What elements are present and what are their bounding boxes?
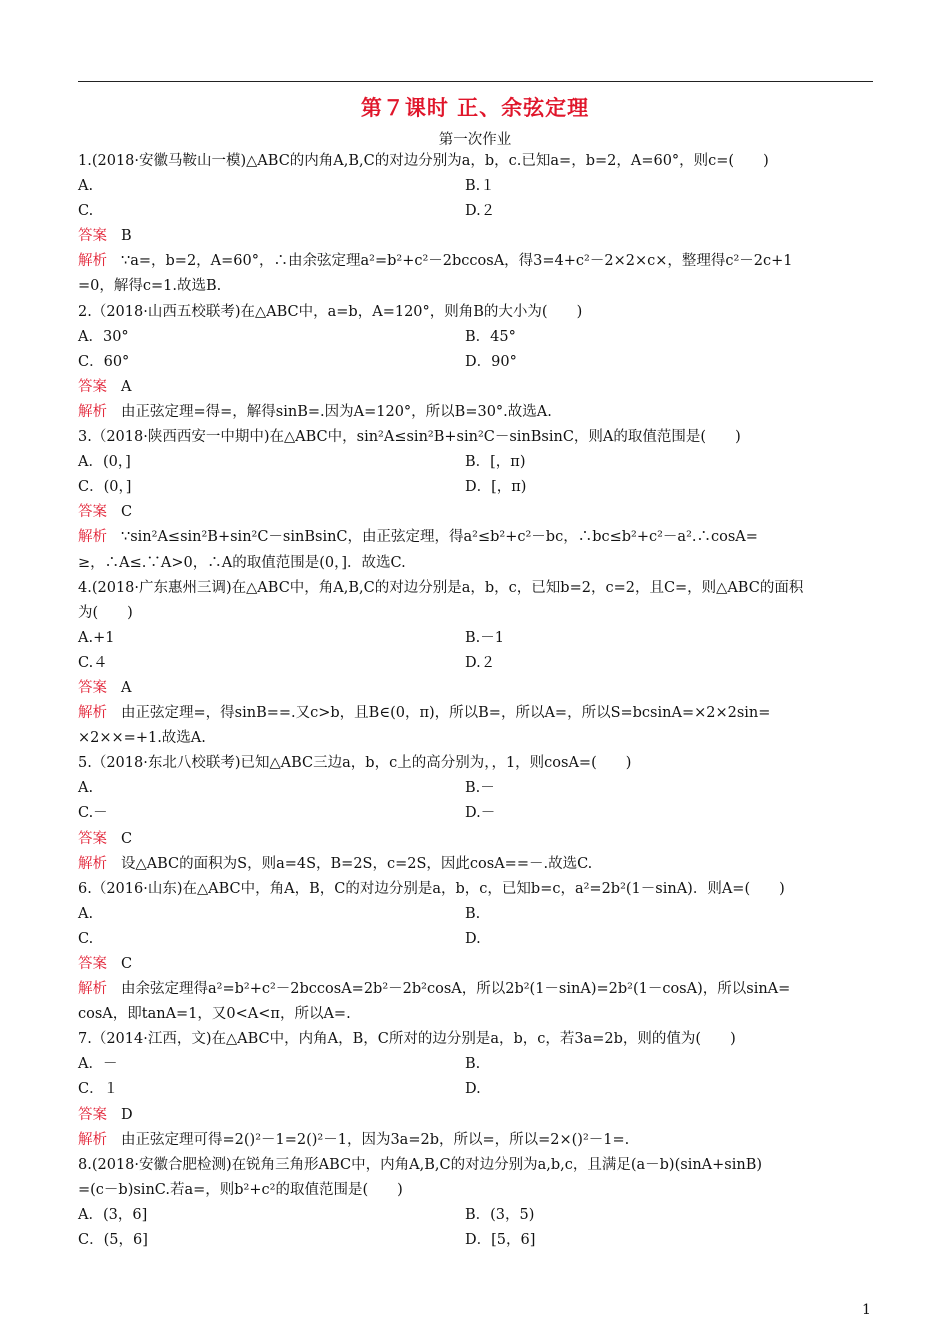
question-stem-continuation: =(c－b)sinC.若a=，则b²+c²的取值范围是( )	[78, 1181, 403, 1198]
option-d: D.２	[465, 203, 496, 220]
page-title: 第７课时 正、余弦定理	[360, 96, 590, 120]
answer-value: A	[121, 378, 132, 395]
page-number: 1	[862, 1302, 871, 1318]
option-a: A．(0，]	[78, 454, 131, 471]
option-c: C.４	[78, 654, 108, 671]
question-stem: 1.(2018·安徽马鞍山一模)△ABC的内角A,B,C的对边分别为a，b，c.已知a=，b=2，A=60°，则c=( )	[78, 153, 769, 169]
option-row	[78, 325, 873, 350]
analysis-text: 设△ABC的面积为S，则a=4S，B=2S，c=2S，因此cosA==－.故选C.	[121, 855, 593, 872]
question-list	[78, 149, 873, 1253]
analysis-text: 由正弦定理=，得sinB==.又c>b，且B∈(0，π)，所以B=，所以A=，所以S=bcsinA=×2×2sin=	[121, 705, 771, 722]
answer-line	[78, 952, 873, 977]
option-b: B.	[465, 905, 481, 922]
question-stem: 2.（2018·山西五校联考)在△ABC中，a=b，A=120°，则角B的大小为( )	[78, 303, 583, 320]
option-d: D.２	[465, 654, 496, 671]
option-d: D．[5，6]	[465, 1232, 536, 1249]
analysis-line	[78, 249, 873, 274]
answer-tag: 答案	[78, 504, 107, 521]
analysis-continuation: cosA，即tanA=1，又0<A<π，所以A=.	[78, 1006, 351, 1023]
analysis-tag: 解析	[78, 981, 107, 998]
analysis-text: ∵a=，b=2，A=60°，∴由余弦定理a²=b²+c²－2bccosA，得3=4+c²－2×2×c×，整理得c²－2c+1	[121, 253, 793, 270]
answer-tag: 答案	[78, 378, 107, 395]
option-row	[78, 1052, 873, 1077]
answer-tag: 答案	[78, 228, 107, 245]
analysis-tag: 解析	[78, 403, 107, 420]
option-a: A.+1	[78, 629, 115, 646]
option-c: C．60°	[78, 353, 130, 370]
answer-tag: 答案	[78, 679, 107, 696]
analysis-text: ∵sin²A≤sin²B+sin²C－sinBsinC，由正弦定理，得a²≤b²+c²－bc，∴bc≤b²+c²－a².∴cosA=	[121, 529, 758, 546]
option-b: B.	[465, 1056, 481, 1073]
option-d: D.	[465, 1081, 481, 1098]
answer-value: D	[121, 1106, 133, 1123]
option-row	[78, 651, 873, 676]
question-stem: 3.（2018·陕西西安一中期中)在△ABC中，sin²A≤sin²B+sin²C－sinBsinC，则A的取值范围是( )	[78, 429, 741, 446]
analysis-line	[78, 525, 873, 550]
answer-value: A	[121, 679, 132, 696]
option-c: C.－	[78, 805, 108, 822]
option-b: B.－	[465, 780, 495, 797]
option-row	[78, 450, 873, 475]
analysis-line	[78, 400, 873, 425]
answer-value: B	[121, 228, 132, 245]
option-c: C．(5，6]	[78, 1232, 148, 1249]
option-b: B．(3，5)	[465, 1206, 535, 1223]
analysis-continuation: ×2××=+1.故选A.	[78, 730, 206, 747]
option-a: A．－	[78, 1056, 118, 1073]
option-row	[78, 174, 873, 199]
option-a: A.	[78, 780, 94, 797]
question-stem-continuation: 为( )	[78, 604, 133, 621]
analysis-tag: 解析	[78, 1131, 107, 1148]
option-b: B．45°	[465, 328, 516, 345]
option-c: C.	[78, 203, 94, 220]
option-row	[78, 776, 873, 801]
answer-line	[78, 224, 873, 249]
answer-value: C	[121, 956, 133, 972]
option-row	[78, 927, 873, 952]
option-row	[78, 1077, 873, 1102]
answer-value: C	[121, 830, 133, 847]
page-subtitle: 第一次作业	[438, 132, 512, 148]
analysis-line	[78, 852, 873, 877]
answer-line	[78, 500, 873, 525]
option-row	[78, 1228, 873, 1253]
question-stem: 5.（2018·东北八校联考)已知△ABC三边a，b，c上的高分别为，，1，则cosA=( )	[78, 755, 632, 772]
question-stem: 8.(2018·安徽合肥检测)在锐角三角形ABC中，内角A,B,C的对边分别为a,b,c，且满足(a－b)(sinA+sinB)	[78, 1156, 763, 1173]
answer-tag: 答案	[78, 1106, 107, 1123]
analysis-text: 由正弦定理=得=，解得sinB=.因为A=120°，所以B=30°.故选A.	[121, 403, 552, 420]
option-a: A.	[78, 178, 94, 195]
analysis-text: 由余弦定理得a²=b²+c²－2bccosA=2b²－2b²cosA，所以2b²(1－sinA)=2b²(1－cosA)，所以sinA=	[121, 981, 791, 998]
option-c: C．(0，]	[78, 479, 132, 496]
answer-line	[78, 676, 873, 701]
analysis-continuation: =0，解得c=1.故选B.	[78, 278, 222, 295]
option-row	[78, 902, 873, 927]
analysis-text: 由正弦定理可得=2()²－1=2()²－1，因为3a=2b，所以=，所以=2×()²－1=.	[121, 1131, 630, 1148]
option-a: A.	[78, 905, 94, 922]
answer-line	[78, 827, 873, 852]
option-row	[78, 801, 873, 826]
answer-tag: 答案	[78, 830, 107, 847]
analysis-tag: 解析	[78, 529, 107, 546]
option-a: A．(3，6]	[78, 1206, 148, 1223]
header-rule	[78, 81, 873, 82]
option-b: B.－1	[465, 629, 504, 646]
option-row	[78, 626, 873, 651]
analysis-line	[78, 701, 873, 726]
analysis-continuation: ≥，∴A≤.∵A>0，∴A的取值范围是(0，]．故选C.	[78, 554, 406, 571]
question-stem: 4.(2018·广东惠州三调)在△ABC中，角A,B,C的对边分别是a，b，c，已知b=2，c=2，且C=，则△ABC的面积	[78, 579, 804, 596]
question-stem: 6.（2016·山东)在△ABC中，角A，B，C的对边分别是a，b，c，已知b=c，a²=2b²(1－sinA)．则A=( )	[78, 880, 785, 897]
option-row	[78, 1203, 873, 1228]
option-a: A．30°	[78, 328, 129, 345]
answer-value: C	[121, 504, 133, 521]
answer-line	[78, 1103, 873, 1128]
option-b: B.１	[465, 178, 495, 195]
answer-tag: 答案	[78, 956, 107, 972]
option-c: C．１	[78, 1081, 119, 1098]
option-row	[78, 350, 873, 375]
option-row	[78, 199, 873, 224]
analysis-tag: 解析	[78, 705, 107, 722]
analysis-tag: 解析	[78, 855, 107, 872]
analysis-line	[78, 977, 873, 1002]
option-b: B．[，π)	[465, 454, 526, 471]
option-c: C.	[78, 930, 94, 947]
answer-line	[78, 375, 873, 400]
analysis-tag: 解析	[78, 253, 107, 270]
option-row	[78, 475, 873, 500]
analysis-line	[78, 1128, 873, 1153]
option-d: D．[，π)	[465, 479, 527, 496]
question-stem: 7.（2014·江西，文)在△ABC中，内角A，B，C所对的边分别是a，b，c，若3a=2b，则的值为( )	[78, 1031, 736, 1048]
option-d: D．90°	[465, 353, 517, 370]
option-d: D.	[465, 930, 481, 947]
option-d: D.－	[465, 805, 496, 822]
